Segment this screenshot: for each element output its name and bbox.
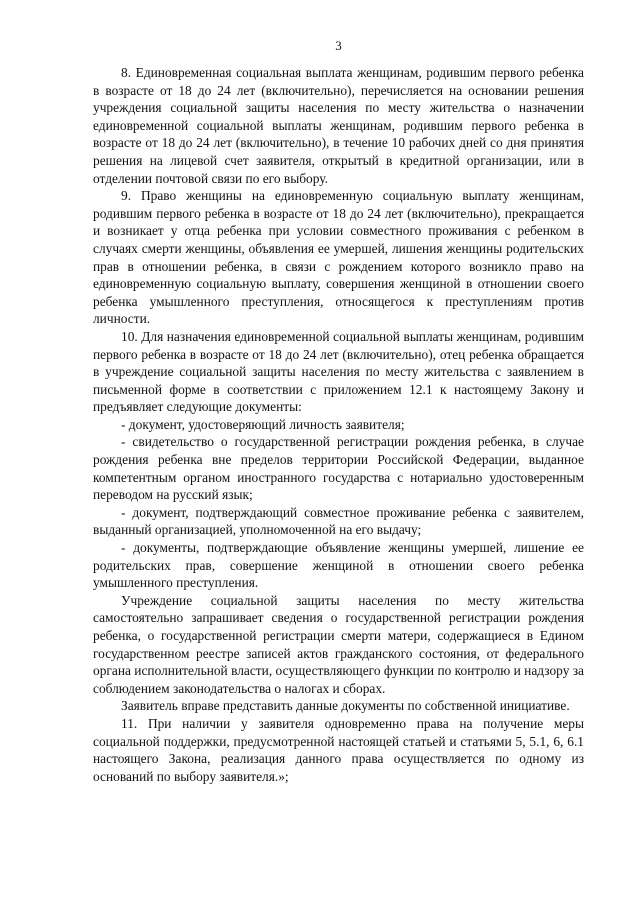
paragraph-interagency-request: Учреждение социальной защиты населения по месту жительства самостоятельно запрашивает сведения о государственной регистрации рождения ребенка, о государственной регистрации смерти матери, содержащиеся в Едином государственном реестре записей актов гражданского состояния, от федерального органа исполнительной власти, осуществляющего функции по контролю и надзору за соблюдением законодательства о налогах и сборах. [93,592,584,696]
list-item-identity-document: - документ, удостоверяющий личность заявителя; [121,416,405,432]
paragraph-item-11: 11. При наличии у заявителя одновременно права на получение меры социальной поддержки, предусмотренной настоящей статьей и статьями 5, 5.1, 6, 6.1 настоящего Закона, реализация данного права осуществляется по одному из оснований по выбору заявителя.»; [93,715,584,784]
paragraph-item-8: 8. Единовременная социальная выплата женщинам, родившим первого ребенка в возрасте от 18 до 24 лет (включительно), перечисляется на основании решения учреждения социальной защиты населения по месту жительства о назначении единовременной социальной выплаты женщинам, родившим первого ребенка в возрасте от 18 до 24 лет (включительно), в течение 10 рабочих дней со дня принятия решения на лицевой счет заявителя, открытый в кредитной организации, или в отделении почтовой связи по его выбору. [93,65,584,186]
paragraph-own-initiative: Заявитель вправе представить данные документы по собственной инициативе. [121,698,570,714]
paragraph-item-9: 9. Право женщины на единовременную социальную выплату женщинам, родившим первого ребенка в возрасте от 18 до 24 лет (включительно), прекращается и возникает у отца ребенка при условии совместного проживания с ребенком в случаях смерти женщины, объявления ее умершей, лишения женщины родительских прав в отношении ребенка, в связи с рождением которого возникло право на единовременную социальную выплату, совершения женщиной в отношении своего ребенка умышленного преступления, относящегося к преступлениям против личности. [93,188,584,327]
list-item-birth-certificate: - свидетельство о государственной регистрации рождения ребенка, в случае рождения ребенка вне пределов территории Российской Федерации, выданное компетентным органом иностранного государства с нотариально удостоверенным переводом на русский язык; [93,434,584,503]
list-item-cohabitation-document: - документ, подтверждающий совместное проживание ребенка с заявителем, выданный организацией, уполномоченной на его выдачу; [93,504,584,538]
paragraph-item-10: 10. Для назначения единовременной социальной выплаты женщинам, родившим первого ребенка в возрасте от 18 до 24 лет (включительно), отец ребенка обращается в учреждение социальной защиты населения по месту жительства с заявлением в письменной форме в соответствии с приложением 12.1 к настоящему Закону и предъявляет следующие документы: [93,328,584,415]
list-item-death-documents: - документы, подтверждающие объявление женщины умершей, лишение ее родительских прав, совершение женщиной в отношении своего ребенка умышленного преступления. [93,540,584,591]
page-number: 3 [335,38,342,53]
document-body [93,64,584,785]
